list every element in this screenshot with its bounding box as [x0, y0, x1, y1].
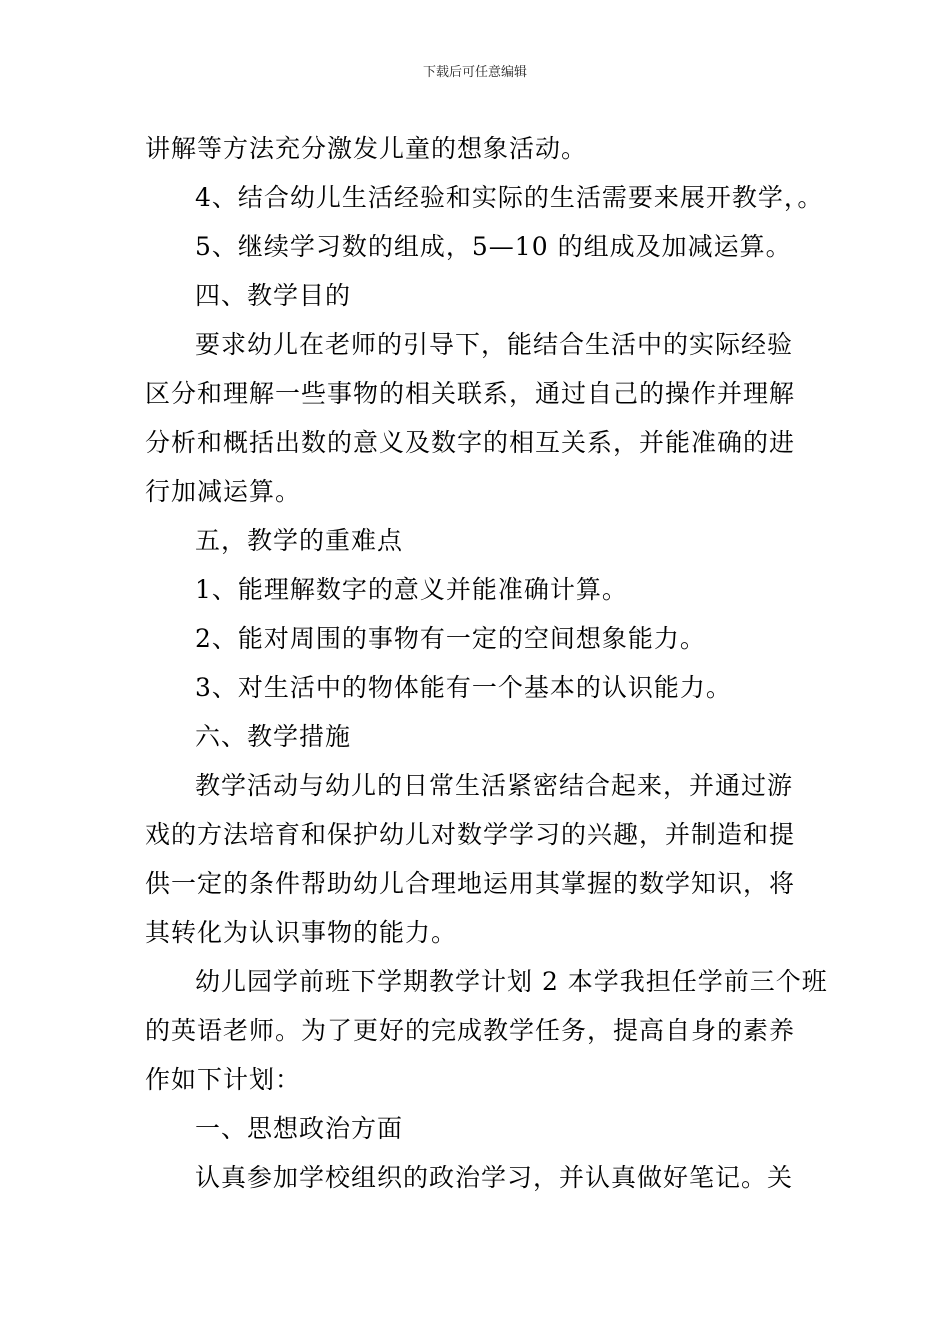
document-body [145, 124, 828, 1202]
text-line: 3、对生活中的物体能有一个基本的认识能力。 [195, 673, 732, 702]
text-line: 5、继续学习数的组成，5—10 的组成及加减运算。 [195, 232, 792, 261]
text-line: 区分和理解一些事物的相关联系，通过自己的操作并理解 [145, 379, 796, 408]
text-line: 行加减运算。 [145, 477, 302, 506]
text-line: 分析和概括出数的意义及数字的相互关系，并能准确的进 [145, 428, 796, 457]
text-line: 戏的方法培育和保护幼儿对数学学习的兴趣，并制造和提 [145, 820, 796, 849]
section-heading: 六、教学措施 [195, 722, 352, 751]
section-heading: 五，教学的重难点 [195, 526, 404, 555]
text-line: 认真参加学校组织的政治学习，并认真做好笔记。关 [195, 1163, 794, 1192]
text-line: 教学活动与幼儿的日常生活紧密结合起来，并通过游 [195, 771, 794, 800]
text-line: 供一定的条件帮助幼儿合理地运用其掌握的数学知识，将 [145, 869, 796, 898]
text-line: 2、能对周围的事物有一定的空间想象能力。 [195, 624, 706, 653]
text-line: 的英语老师。为了更好的完成教学任务，提高自身的素养 [145, 1016, 796, 1045]
text-line: 作如下计划： [145, 1065, 302, 1094]
page-header: 下载后可任意编辑 [422, 65, 527, 80]
text-line: 幼儿园学前班下学期教学计划 2 本学我担任学前三个班 [195, 967, 828, 996]
text-line: 4、结合幼儿生活经验和实际的生活需要来展开教学，。 [195, 183, 824, 212]
text-line: 1、能理解数字的意义并能准确计算。 [195, 575, 628, 604]
section-heading: 四、教学目的 [195, 281, 352, 310]
text-line: 其转化为认识事物的能力。 [145, 918, 458, 947]
text-line: 讲解等方法充分激发儿童的想象活动。 [145, 134, 588, 163]
section-heading: 一、思想政治方面 [195, 1114, 404, 1143]
text-line: 要求幼儿在老师的引导下，能结合生活中的实际经验 [195, 330, 794, 359]
